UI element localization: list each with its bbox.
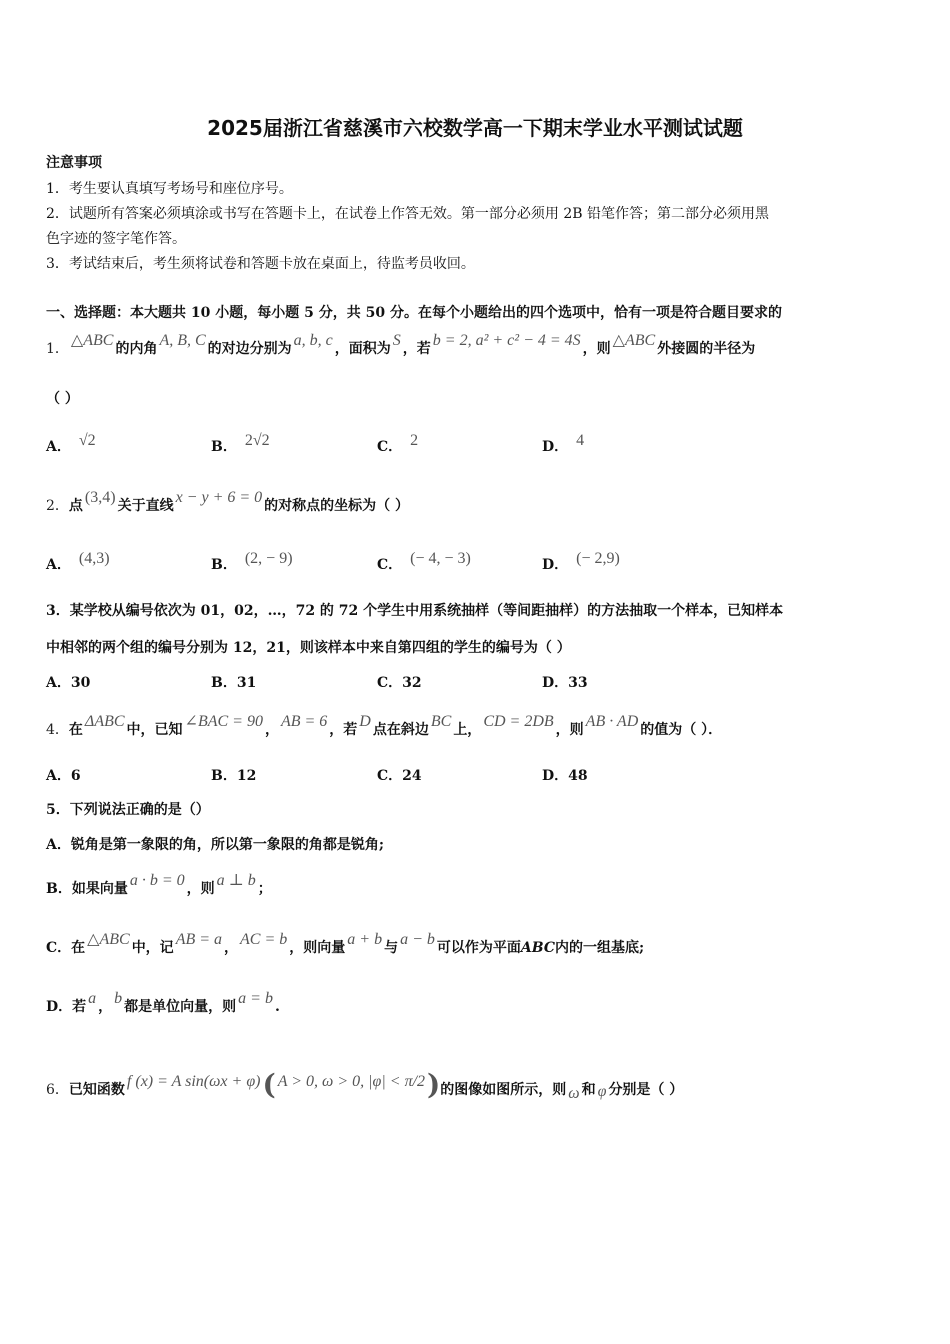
math-expr: AB · AD (585, 713, 639, 730)
option-c (377, 765, 422, 785)
math-expr: ω (568, 1085, 580, 1102)
math-expr: AC = b (240, 931, 288, 948)
question-text: 的对称点的坐标为（ ） (264, 498, 410, 514)
option-value: 32 (402, 675, 422, 691)
math-expr: S (392, 332, 401, 349)
option-label: A． (46, 439, 71, 455)
math-expr: △ABC (612, 332, 656, 349)
option-c (377, 672, 422, 692)
question-text: ，若 (329, 722, 358, 738)
option-b (211, 550, 295, 574)
option-label: C． (377, 557, 403, 573)
option-value: 2√2 (244, 432, 270, 449)
question-text: 外接圆的半径为 (657, 341, 756, 357)
option-label: A． (46, 675, 71, 691)
notice-heading: 注意事项 (46, 155, 102, 171)
option-text: ， (224, 940, 239, 956)
math-expr: f (x) = A sin(ωx + φ) (126, 1073, 261, 1090)
math-expr: BC (430, 713, 452, 730)
option-text: ，则向量 (289, 940, 346, 956)
option-d (542, 672, 588, 692)
option-a (46, 765, 81, 785)
math-expr: A, B, C (159, 332, 206, 349)
option-text: C．在 (46, 940, 86, 956)
paren-left: ( (262, 1068, 276, 1101)
question-4 (46, 713, 723, 739)
option-a (46, 432, 98, 456)
question-text: 中，已知 (126, 722, 183, 738)
question-text: 在 (68, 722, 83, 738)
option-text: 与 (384, 940, 399, 956)
question-text: 点在斜边 (372, 722, 429, 738)
section-heading: 一、选择题：本大题共 10 小题，每小题 5 分，共 50 分。在每个小题给出的四个选项中，恰有一项是符合题目要求的 (46, 305, 782, 321)
math-expr: a ⊥ b (216, 872, 256, 889)
question-text: 已知函数 (68, 1082, 125, 1098)
math-expr: AB = 6 (280, 713, 328, 730)
question-text: ，则 (555, 722, 584, 738)
question-number: 6． (46, 1082, 69, 1098)
question-3: 3．某学校从编号依次为 01，02，…，72 的 72 个学生中用系统抽样（等间距抽样）的方法抽取一个样本，已知样本 (46, 603, 784, 619)
math-expr: CD = 2DB (483, 713, 554, 730)
math-expr: A > 0, ω > 0, |φ| < π/2 (277, 1073, 426, 1090)
question-number: 1． (46, 341, 69, 357)
option-text: 都是单位向量，则 (124, 999, 237, 1015)
option-text: ，则 (186, 881, 215, 897)
option-text: ； (257, 881, 272, 897)
math-expr: a, b, c (293, 332, 333, 349)
option-b (211, 765, 256, 785)
question-text: 的图像如图所示，则 (440, 1082, 567, 1098)
option-c (377, 550, 473, 574)
option-value: 2 (410, 432, 419, 449)
option-label: B． (211, 439, 237, 455)
option-text: 中，记 (131, 940, 174, 956)
question-text: ，则 (582, 341, 611, 357)
option-value: (4,3) (78, 550, 110, 567)
option-b (211, 432, 272, 456)
math-expr: x − y + 6 = 0 (175, 489, 263, 506)
math-expr: △ABC (70, 332, 114, 349)
option-label: C． (377, 768, 403, 784)
option-value: 12 (236, 768, 257, 784)
page-title: 2025届浙江省慈溪市六校数学高一下期末学业水平测试试题 (207, 116, 743, 140)
option-d (46, 990, 280, 1016)
math-expr: b = 2, a² + c² − 4 = 4S (432, 332, 581, 349)
option-label: D． (542, 675, 569, 691)
math-expr: b (114, 990, 123, 1007)
question-text: 关于直线 (117, 498, 174, 514)
option-text: 内的一组基底; (554, 940, 645, 956)
question-text: 的对边分别为 (207, 341, 292, 357)
option-label: B． (211, 557, 237, 573)
notice-item-1: 1．考生要认真填写考场号和座位序号。 (46, 181, 293, 197)
option-text: D．若 (46, 999, 87, 1015)
option-c (46, 931, 645, 957)
answer-paren: （ ） (46, 391, 79, 407)
paren-right: ) (427, 1068, 441, 1101)
math-expr: ΔABC (84, 713, 125, 730)
question-number: 4． (46, 722, 69, 738)
math-expr: D (359, 713, 371, 730)
math-expr: a · b = 0 (129, 872, 185, 889)
math-expr: △ABC (87, 931, 130, 948)
option-label: C． (377, 675, 403, 691)
question-3-cont: 中相邻的两个组的编号分别为 12，21，则该样本中来自第四组的学生的编号为（ ） (46, 640, 571, 656)
option-value: (− 4, − 3) (410, 550, 471, 567)
option-text: . (274, 999, 280, 1015)
question-1 (46, 332, 756, 358)
option-a: A．锐角是第一象限的角，所以第一象限的角都是锐角; (46, 837, 385, 853)
question-text: ，面积为 (334, 341, 391, 357)
option-text: B．如果向量 (46, 881, 128, 897)
option-label: C． (377, 439, 403, 455)
question-5: 5．下列说法正确的是（） (46, 802, 210, 818)
option-label: B． (211, 675, 237, 691)
question-text: 上， (453, 722, 482, 738)
question-text: ，若 (402, 341, 431, 357)
option-d (542, 550, 622, 574)
question-text: 的内角 (115, 341, 158, 357)
question-text: 的值为（ ）． (640, 722, 723, 738)
option-value: 24 (402, 768, 422, 784)
math-expr: φ (597, 1083, 607, 1100)
math-expr: ∠BAC = 90 (184, 713, 263, 730)
option-value: 30 (70, 675, 91, 691)
option-text: ， (98, 999, 113, 1015)
option-a (46, 672, 90, 692)
option-value: (2, − 9) (244, 550, 293, 567)
option-d (542, 765, 588, 785)
math-expr: AB = a (175, 931, 223, 948)
question-text: 分别是（ ） (608, 1082, 684, 1098)
option-label: D． (542, 439, 569, 455)
option-label: D． (542, 768, 569, 784)
question-2 (46, 489, 410, 515)
option-label: A． (46, 557, 71, 573)
notice-item-2-cont: 色字迹的签字笔作答。 (46, 231, 186, 247)
option-value: 4 (576, 432, 585, 449)
math-expr: a + b (347, 931, 383, 948)
option-value: 33 (568, 675, 588, 691)
option-value: 31 (236, 675, 257, 691)
option-label: D． (542, 557, 569, 573)
option-d (542, 432, 586, 456)
question-6 (46, 1068, 683, 1101)
question-text: ， (264, 722, 279, 738)
notice-item-2: 2．试题所有答案必须填涂或书写在答题卡上，在试卷上作答无效。第一部分必须用 2B 铅笔作答；第二部分必须用黑 (46, 206, 769, 222)
question-text: 和 (581, 1082, 596, 1098)
math-expr: (3,4) (84, 489, 116, 506)
option-text: 可以作为平面 (436, 940, 521, 956)
option-label: A． (46, 768, 71, 784)
notice-item-3: 3．考试结束后，考生须将试卷和答题卡放在桌面上，待监考员收回。 (46, 256, 475, 272)
option-b (211, 672, 256, 692)
question-text: 点 (68, 498, 83, 514)
option-value: √2 (78, 432, 96, 449)
option-value: 6 (70, 768, 81, 784)
option-c (377, 432, 420, 456)
option-a (46, 550, 112, 574)
option-value: 48 (568, 768, 588, 784)
option-label: B． (211, 768, 237, 784)
option-b (46, 872, 272, 898)
math-expr: a − b (400, 931, 435, 948)
question-number: 2． (46, 498, 69, 514)
plane-name: ABC (520, 940, 555, 956)
math-expr: a = b (238, 990, 273, 1007)
math-expr: a (88, 990, 97, 1007)
option-value: (− 2,9) (576, 550, 620, 567)
